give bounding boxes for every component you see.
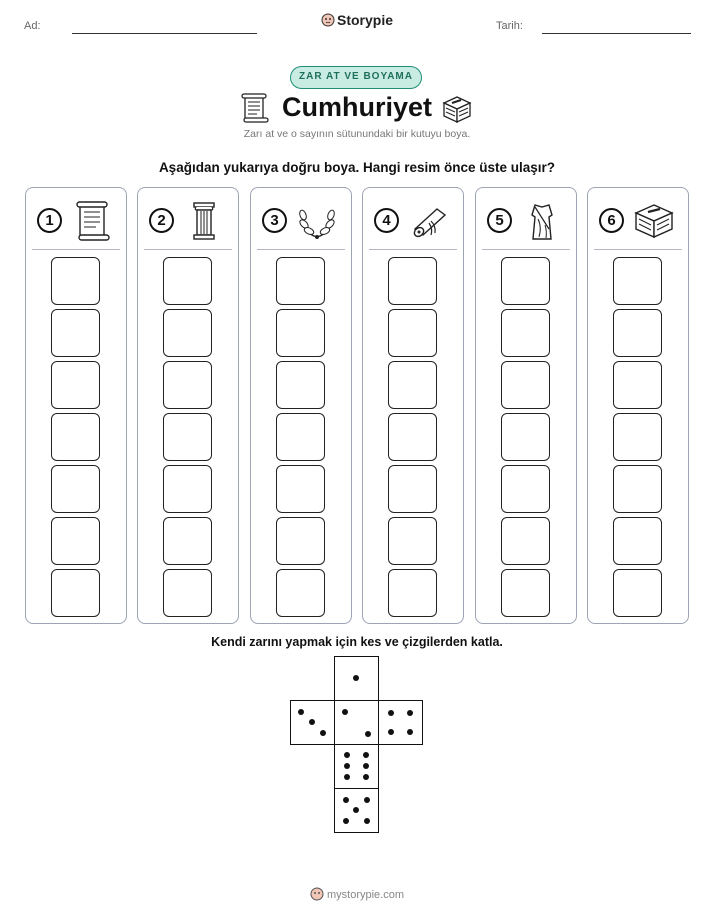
dice-pip: [388, 729, 394, 735]
dice-pip: [388, 710, 394, 716]
color-box[interactable]: [163, 361, 212, 409]
name-label: Ad:: [24, 20, 41, 32]
dice-pip: [320, 730, 326, 736]
color-box[interactable]: [51, 309, 100, 357]
divider: [144, 249, 232, 250]
color-box[interactable]: [388, 569, 437, 617]
dice-face-5: [334, 788, 379, 833]
page-title: Cumhuriyet: [281, 92, 433, 122]
color-box[interactable]: [163, 465, 212, 513]
column-number: 3: [262, 208, 287, 233]
dice-column-2: [137, 187, 239, 624]
color-box[interactable]: [276, 413, 325, 461]
column-number: 4: [374, 208, 399, 233]
dice-face-2: [334, 700, 379, 745]
date-line: [542, 33, 691, 34]
color-box[interactable]: [163, 257, 212, 305]
dice-pip: [353, 675, 359, 681]
column-number: 6: [599, 208, 624, 233]
color-box[interactable]: [501, 517, 550, 565]
laurel-wreath-icon: [295, 199, 339, 243]
column-number: 1: [37, 208, 62, 233]
name-line: [72, 33, 257, 34]
color-box[interactable]: [501, 465, 550, 513]
column-number: 2: [149, 208, 174, 233]
dice-column-3: [250, 187, 352, 624]
color-box[interactable]: [388, 309, 437, 357]
dice-pip: [363, 752, 369, 758]
color-box[interactable]: [276, 465, 325, 513]
instruction: Aşağıdan yukarıya doğru boya. Hangi resim önce üste ulaşır?: [158, 160, 556, 175]
color-box[interactable]: [613, 413, 662, 461]
ballot-box-icon: [440, 92, 474, 124]
color-box[interactable]: [163, 413, 212, 461]
dice-pip: [343, 818, 349, 824]
color-box[interactable]: [613, 517, 662, 565]
color-box[interactable]: [163, 569, 212, 617]
dice-pip: [365, 731, 371, 737]
dice-pip: [364, 797, 370, 803]
divider: [32, 249, 120, 250]
color-box[interactable]: [388, 413, 437, 461]
dice-pip: [363, 774, 369, 780]
dice-column-5: [475, 187, 577, 624]
dice-pip: [407, 729, 413, 735]
color-box[interactable]: [51, 361, 100, 409]
color-box[interactable]: [276, 309, 325, 357]
column-icon: [182, 199, 226, 243]
dice-pip: [364, 818, 370, 824]
dice-pip: [407, 710, 413, 716]
dice-pip: [353, 807, 359, 813]
dice-pip: [309, 719, 315, 725]
color-box[interactable]: [276, 361, 325, 409]
divider: [369, 249, 457, 250]
dice-pip: [343, 797, 349, 803]
subtitle: Zarı at ve o sayının sütunundaki bir kutuyu boya.: [243, 128, 471, 140]
activity-badge: ZAR AT VE BOYAMA: [290, 66, 422, 89]
color-box[interactable]: [51, 413, 100, 461]
dice-pip: [342, 709, 348, 715]
column-number: 5: [487, 208, 512, 233]
color-box[interactable]: [501, 257, 550, 305]
color-box[interactable]: [501, 569, 550, 617]
ballot-box-icon: [632, 199, 676, 243]
color-box[interactable]: [388, 465, 437, 513]
footer-url[interactable]: mystorypie.com: [326, 889, 405, 901]
color-box[interactable]: [163, 309, 212, 357]
color-box[interactable]: [276, 569, 325, 617]
color-box[interactable]: [388, 361, 437, 409]
dice-pip: [363, 763, 369, 769]
color-box[interactable]: [388, 257, 437, 305]
color-box[interactable]: [613, 569, 662, 617]
color-box[interactable]: [276, 517, 325, 565]
dice-pip: [344, 763, 350, 769]
storypie-mascot-icon: [310, 887, 324, 901]
dice-pip: [344, 774, 350, 780]
color-box[interactable]: [51, 257, 100, 305]
storypie-mascot-icon: [321, 13, 335, 27]
color-box[interactable]: [613, 309, 662, 357]
dice-column-1: [25, 187, 127, 624]
color-box[interactable]: [388, 517, 437, 565]
dice-face-1: [334, 656, 379, 701]
divider: [482, 249, 570, 250]
date-label: Tarih:: [496, 20, 523, 32]
footer: [0, 887, 714, 901]
color-box[interactable]: [613, 257, 662, 305]
dice-face-4: [378, 700, 423, 745]
rolled-scroll-icon: [407, 199, 451, 243]
divider: [257, 249, 345, 250]
dice-pip: [298, 709, 304, 715]
color-box[interactable]: [51, 569, 100, 617]
color-box[interactable]: [51, 517, 100, 565]
color-box[interactable]: [276, 257, 325, 305]
scroll-icon: [70, 199, 114, 243]
dice-column-4: [362, 187, 464, 624]
color-box[interactable]: [163, 517, 212, 565]
brand-name: Storypie: [336, 12, 393, 28]
dice-column-6: [587, 187, 689, 624]
dice-face-6: [334, 744, 379, 789]
dice-pip: [344, 752, 350, 758]
toga-icon: [520, 199, 564, 243]
color-box[interactable]: [51, 465, 100, 513]
color-box[interactable]: [501, 361, 550, 409]
color-box[interactable]: [613, 465, 662, 513]
color-box[interactable]: [501, 413, 550, 461]
dice-face-3: [290, 700, 335, 745]
brand-logo: [0, 12, 714, 28]
color-box[interactable]: [613, 361, 662, 409]
divider: [594, 249, 682, 250]
dice-instruction: Kendi zarını yapmak için kes ve çizgilerden katla.: [211, 635, 503, 649]
color-box[interactable]: [501, 309, 550, 357]
